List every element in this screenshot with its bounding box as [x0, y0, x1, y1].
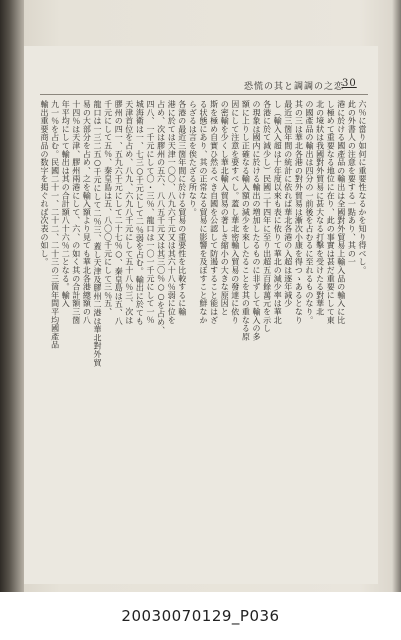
text-column: 斯を極め自實ひ然るべき自國を公認して防遏すること能はざ: [209, 100, 219, 325]
text-column: 千元にして五％、秦皇島は五、八〇〇千元にして三％五、: [103, 100, 113, 316]
text-column: 各港の最近三箇年間に於ける貿易の重要性を比較するに輸: [177, 100, 187, 316]
text-column: 各港に於て減少し）民國二十四年に至り出超五百餘萬元を示し: [262, 100, 272, 333]
text-column: 年平均にして輸出は其の合計額八十六％二となる。輸入: [61, 100, 71, 308]
text-column: の密輸を少くし華北輸入貿易の著しき縮小の大きな原因と: [220, 100, 230, 316]
text-column: の現象は國内に於ける輸出の増加したるものに非ずして輸入の多: [252, 100, 261, 341]
vertical-text-body: [40, 100, 366, 570]
image-caption: 20030070129_P036: [121, 607, 280, 625]
text-column: 其の三は華北各港の對外貿易は漸次小康を得つゝあるとなり: [294, 100, 304, 325]
text-column: 四八、一千元にして〇・三％、龍口は一〇一千元にして一％: [146, 100, 155, 325]
text-column: 城海衛は一、七三○千元にして二％弱を占む。輸出に於ても: [135, 100, 145, 326]
text-column: 港に於ける國產品の輸出は全國對外貿易上輸入品の輸入に比: [336, 100, 346, 325]
text-column: 輸出重要商品の数字を掲ぐれば次表の如し。: [40, 100, 49, 266]
text-column: 易の大部分を占め、之を輸入額より見ても華北各港總額の八: [82, 100, 92, 325]
text-column: 龍口は一三二五○千元にして二％三、蓋し天津及膠州二港は華北對外貿: [93, 100, 102, 367]
text-column: し極めて重要なる地位に在り、此の事實は甚だ重要にして東: [326, 100, 336, 325]
text-column: 膠州の四一、五九六千元にして二十七％○、秦皇島は五、八: [114, 100, 124, 326]
text-column: 港に於ては天津一〇〇、八九六千元又は其六十八％弱に位を: [167, 100, 177, 325]
text-column: し（輸入入超は十年度以來も表に依りて華北の減少率は華北: [273, 100, 283, 325]
page-number: 30: [342, 78, 357, 89]
text-column: る状態にあり、其の正常なる貿易に影響を及ぼすこと鮮なか: [199, 100, 208, 325]
running-head-title: 恐慌の其と調調の之恋: [244, 82, 345, 92]
text-column: 北の境狀は我國對外貿易に甚大なる打擊を受けたる對華北: [315, 100, 325, 316]
text-column: の國產品の輸出は四分の一前後を占むるに至れるものなり。: [305, 100, 314, 325]
text-column: 因にして注意を要すべし。蓋し華北密輸入貿易の發達に依り: [230, 100, 240, 325]
text-column: 天津首位を占め、八九、六九八千元にして五十八％三、次は: [124, 100, 134, 325]
text-column: 最近三箇年間の統計に依れば華北各港の入超は逐年減少: [283, 100, 293, 308]
text-column: 九一％を占む。民國二十一、二十二、二十三の三箇年間平均國產品: [50, 100, 60, 349]
text-column: 六％に當り如何に重要性なるかを知り得べし。: [358, 100, 367, 275]
header-rule: [40, 94, 368, 95]
book-gutter-edge: [0, 0, 24, 592]
text-column: 額に上りし正確なる輸入額の減少を來したることを其の重なる原: [241, 100, 251, 341]
text-column: らざるは言を俟たざる所なり。: [188, 100, 198, 217]
running-head: [244, 78, 364, 92]
text-column: 十四％は天津、膠州兩港にして、六、の如く其の合計額三箇: [71, 100, 81, 325]
caption-separator: [0, 592, 401, 594]
text-column: 占め、次は膠州の五六、八八五千元又は其三〇％○○を占め、: [156, 100, 166, 335]
text-column: 此の外書人の注意を要する一點あり、其の一: [347, 100, 357, 266]
